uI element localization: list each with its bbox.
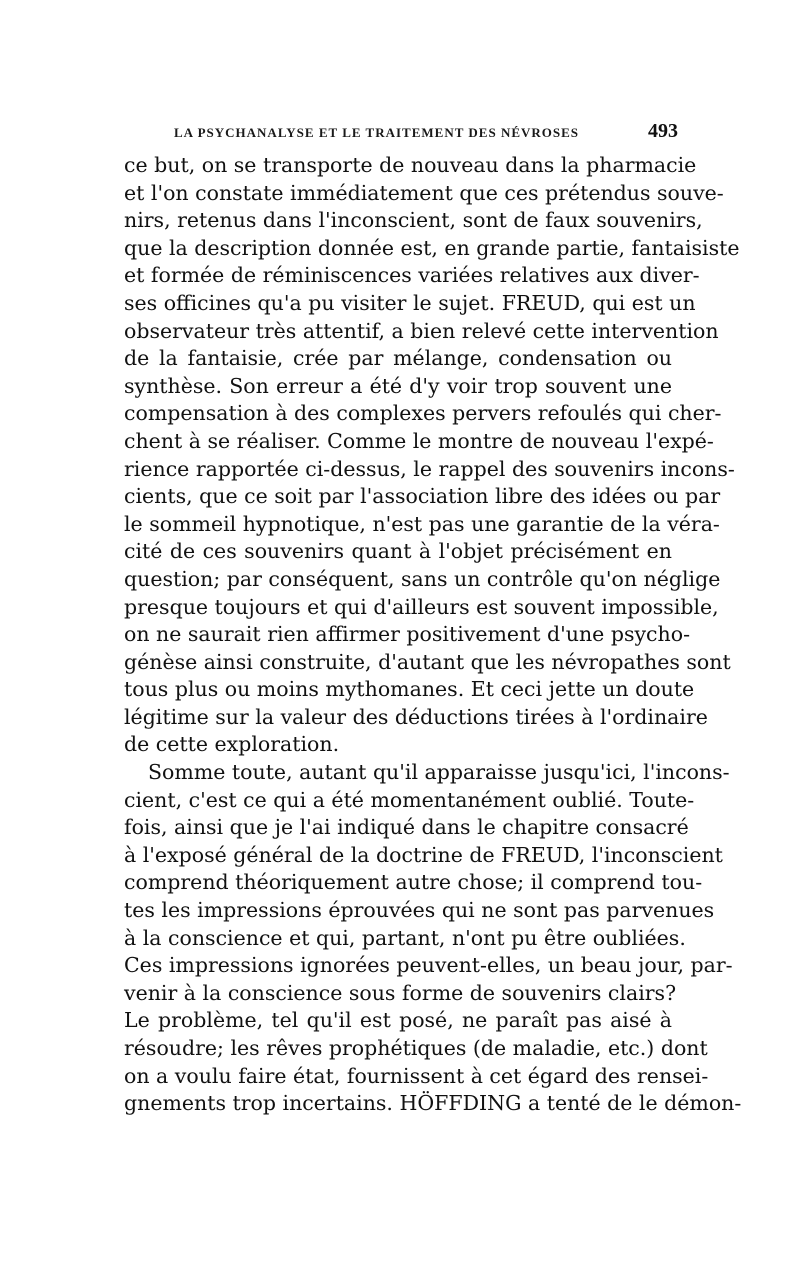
text-line: fois, ainsi que je l'ai indiqué dans le chapitre consacré: [124, 815, 689, 840]
text-line: gnements trop incertains. HÖFFDING a tenté de le démon-: [124, 1091, 742, 1116]
text-line: Le problème, tel qu'il est posé, ne paraît pas aisé à: [124, 1008, 672, 1033]
text-line: tous plus ou moins mythomanes. Et ceci jette un doute: [124, 677, 695, 702]
text-line: que la description donnée est, en grande partie, fantaisiste: [124, 235, 740, 260]
text-line: rience rapportée ci-dessus, le rappel des souvenirs incons-: [124, 456, 735, 481]
text-line: nirs, retenus dans l'inconscient, sont de faux souvenirs,: [124, 208, 703, 233]
text-line: ses officines qu'a pu visiter le sujet. FREUD, qui est un: [124, 290, 696, 315]
text-line: de la fantaisie, crée par mélange, condensation ou: [124, 346, 672, 371]
text-line: presque toujours et qui d'ailleurs est souvent impossible,: [124, 594, 719, 619]
text-line: résoudre; les rêves prophétiques (de maladie, etc.) dont: [124, 1036, 708, 1060]
text-line: on a voulu faire état, fournissent à cet égard des rensei-: [124, 1063, 709, 1088]
text-line: synthèse. Son erreur a été d'y voir trop souvent une: [124, 373, 672, 398]
text-line: le sommeil hypnotique, n'est pas une garantie de la véra-: [124, 511, 720, 536]
text-line: génèse ainsi construite, d'autant que les névropathes sont: [124, 649, 731, 674]
text-line: question; par conséquent, sans un contrôle qu'on néglige: [124, 566, 721, 591]
text-line: et formée de réminiscences variées relatives aux diver-: [124, 263, 700, 288]
text-line: venir à la conscience sous forme de souvenirs clairs?: [124, 980, 677, 1005]
text-line: à la conscience et qui, partant, n'ont pu être oubliées.: [124, 925, 686, 950]
text-line: cient, c'est ce qui a été momentanément oublié. Toute-: [124, 787, 695, 812]
text-line: comprend théoriquement autre chose; il comprend tou-: [124, 870, 703, 895]
text-line: de cette exploration.: [124, 732, 340, 757]
text-line: et l'on constate immédiatement que ces prétendus souve-: [124, 180, 724, 205]
running-head: [174, 120, 678, 144]
text-line: chent à se réaliser. Comme le montre de nouveau l'expé-: [124, 428, 714, 453]
text-line: Somme toute, autant qu'il apparaisse jusqu'ici, l'incons-: [148, 760, 730, 785]
text-line: Ces impressions ignorées peuvent-elles, un beau jour, par-: [124, 953, 733, 978]
text-line: légitime sur la valeur des déductions tirées à l'ordinaire: [124, 704, 708, 729]
text-line: tes les impressions éprouvées qui ne sont pas parvenues: [124, 898, 715, 923]
body-text: [124, 152, 742, 1118]
text-line: on ne saurait rien affirmer positivement d'une psycho-: [124, 622, 690, 647]
running-title: LA PSYCHANALYSE ET LE TRAITEMENT DES NÉVROSES: [174, 125, 580, 140]
text-line: à l'exposé général de la doctrine de FREUD, l'inconscient: [124, 842, 723, 867]
text-line: cité de ces souvenirs quant à l'objet précisément en: [124, 539, 672, 564]
text-line: compensation à des complexes pervers refoulés qui cher-: [124, 401, 722, 426]
text-line: ce but, on se transporte de nouveau dans la pharmacie: [124, 153, 697, 177]
page-number: 493: [648, 120, 678, 142]
text-line: observateur très attentif, a bien relevé cette intervention: [124, 318, 719, 343]
text-line: cients, que ce soit par l'association libre des idées ou par: [124, 484, 721, 509]
